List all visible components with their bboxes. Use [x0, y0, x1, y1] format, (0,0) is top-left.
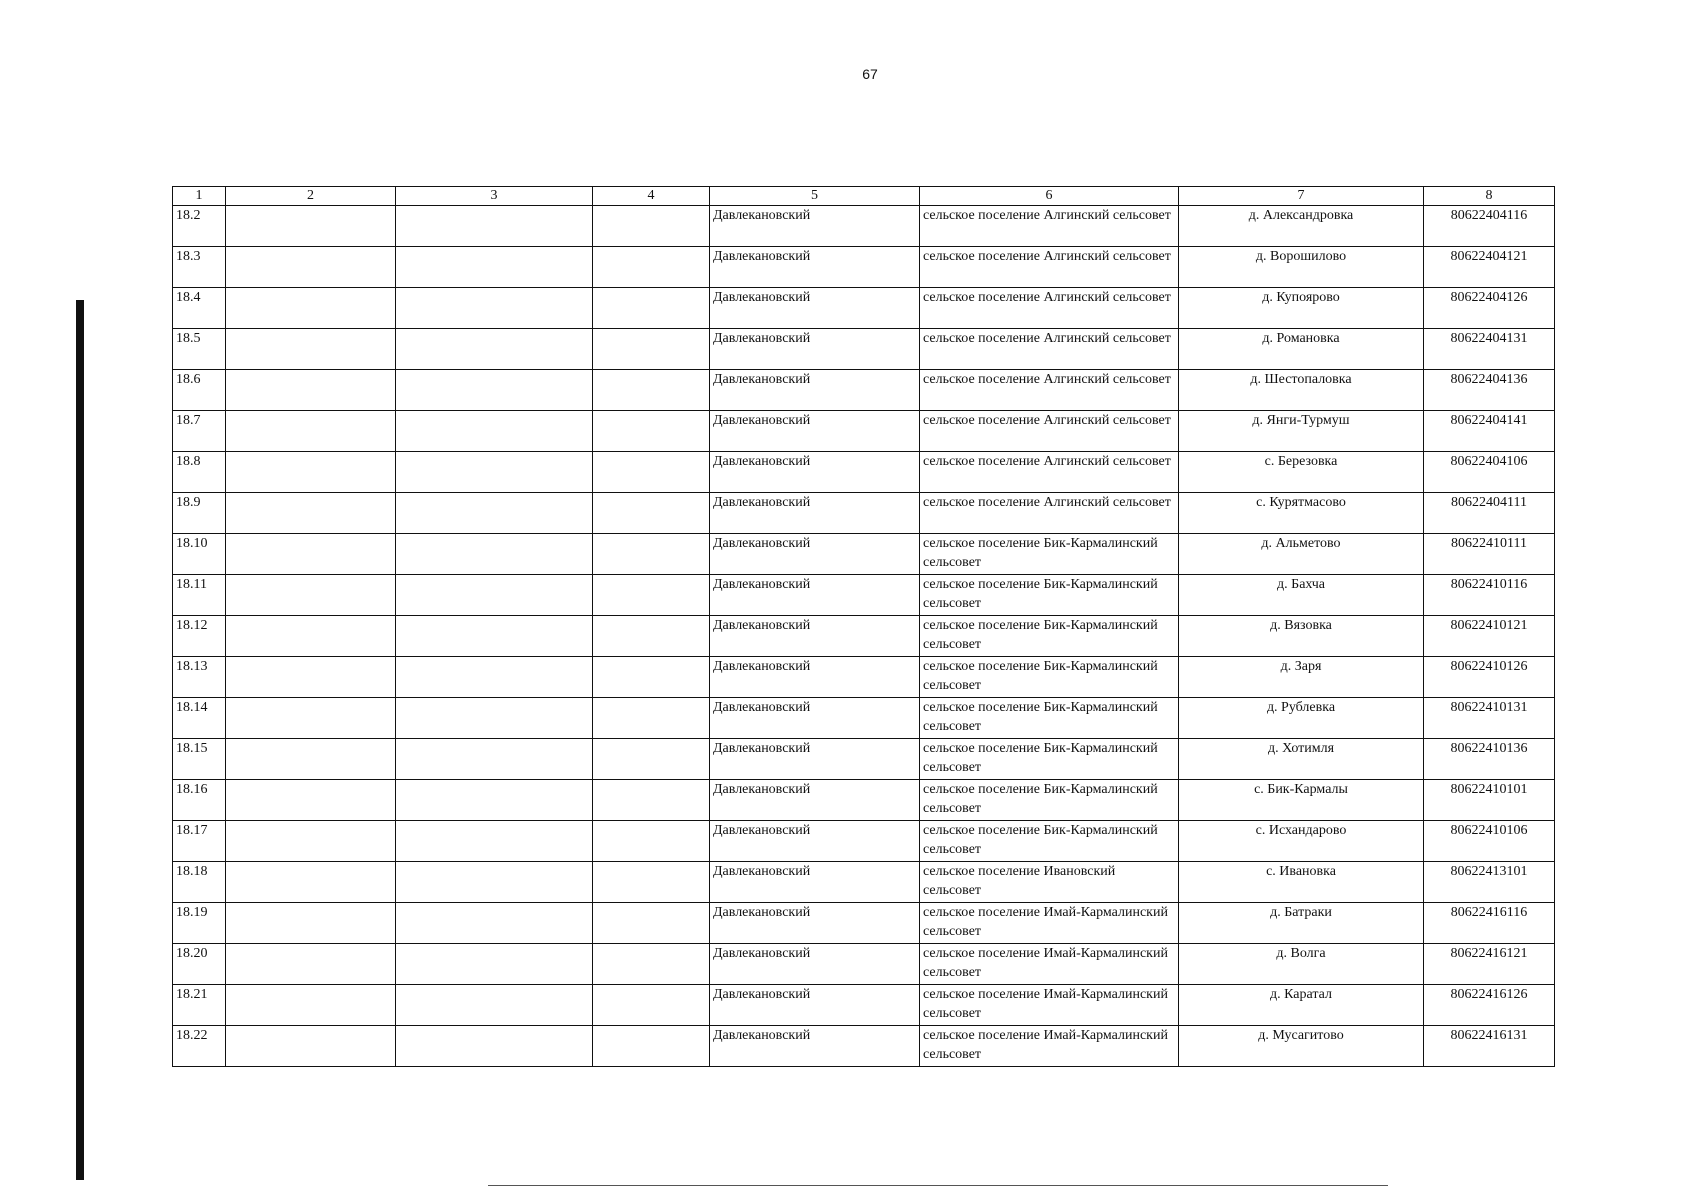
empty-cell — [226, 698, 396, 739]
empty-cell — [396, 575, 593, 616]
settlement-cell: д. Шестопаловка — [1179, 370, 1424, 411]
empty-cell — [593, 903, 710, 944]
empty-cell — [593, 452, 710, 493]
column-header: 3 — [396, 187, 593, 206]
oktmo-code-cell: 80622404116 — [1424, 206, 1555, 247]
row-number-cell: 18.18 — [173, 862, 226, 903]
empty-cell — [396, 411, 593, 452]
empty-cell — [226, 411, 396, 452]
empty-cell — [226, 247, 396, 288]
header-row — [173, 187, 1555, 206]
municipality-cell: сельское поселение Имай-Кармалинский сельсовет — [920, 985, 1179, 1026]
municipality-cell: сельское поселение Алгинский сельсовет — [920, 329, 1179, 370]
row-number-cell: 18.7 — [173, 411, 226, 452]
row-number-cell: 18.10 — [173, 534, 226, 575]
settlement-cell: с. Исхандарово — [1179, 821, 1424, 862]
row-number-cell: 18.22 — [173, 1026, 226, 1067]
district-cell: Давлекановский — [710, 329, 920, 370]
column-header: 7 — [1179, 187, 1424, 206]
row-number-cell: 18.20 — [173, 944, 226, 985]
district-cell: Давлекановский — [710, 206, 920, 247]
settlement-cell: с. Курятмасово — [1179, 493, 1424, 534]
empty-cell — [396, 247, 593, 288]
district-cell: Давлекановский — [710, 657, 920, 698]
district-cell: Давлекановский — [710, 944, 920, 985]
empty-cell — [396, 206, 593, 247]
empty-cell — [396, 370, 593, 411]
settlements-table — [172, 186, 1555, 1067]
municipality-cell: сельское поселение Имай-Кармалинский сельсовет — [920, 1026, 1179, 1067]
empty-cell — [226, 452, 396, 493]
settlement-cell: д. Альметово — [1179, 534, 1424, 575]
empty-cell — [593, 739, 710, 780]
empty-cell — [396, 903, 593, 944]
district-cell: Давлекановский — [710, 411, 920, 452]
empty-cell — [593, 370, 710, 411]
oktmo-code-cell: 80622416121 — [1424, 944, 1555, 985]
empty-cell — [396, 493, 593, 534]
column-header: 4 — [593, 187, 710, 206]
empty-cell — [593, 862, 710, 903]
column-header: 1 — [173, 187, 226, 206]
table-row — [173, 206, 1555, 247]
row-number-cell: 18.8 — [173, 452, 226, 493]
district-cell: Давлекановский — [710, 616, 920, 657]
empty-cell — [226, 288, 396, 329]
settlement-cell: д. Хотимля — [1179, 739, 1424, 780]
table-row — [173, 780, 1555, 821]
empty-cell — [226, 780, 396, 821]
municipality-cell: сельское поселение Бик-Кармалинский сельсовет — [920, 657, 1179, 698]
empty-cell — [226, 657, 396, 698]
settlement-cell: д. Каратал — [1179, 985, 1424, 1026]
empty-cell — [396, 739, 593, 780]
empty-cell — [396, 862, 593, 903]
district-cell: Давлекановский — [710, 821, 920, 862]
settlement-cell: д. Вязовка — [1179, 616, 1424, 657]
column-header: 8 — [1424, 187, 1555, 206]
oktmo-code-cell: 80622404141 — [1424, 411, 1555, 452]
municipality-cell: сельское поселение Бик-Кармалинский сельсовет — [920, 534, 1179, 575]
settlement-cell: д. Янги-Турмуш — [1179, 411, 1424, 452]
row-number-cell: 18.14 — [173, 698, 226, 739]
table-row — [173, 862, 1555, 903]
table-row — [173, 452, 1555, 493]
empty-cell — [593, 288, 710, 329]
empty-cell — [226, 370, 396, 411]
district-cell: Давлекановский — [710, 288, 920, 329]
empty-cell — [593, 821, 710, 862]
table-row — [173, 698, 1555, 739]
oktmo-code-cell: 80622404111 — [1424, 493, 1555, 534]
municipality-cell: сельское поселение Бик-Кармалинский сельсовет — [920, 821, 1179, 862]
empty-cell — [226, 575, 396, 616]
settlement-cell: д. Бахча — [1179, 575, 1424, 616]
oktmo-code-cell: 80622416116 — [1424, 903, 1555, 944]
settlement-cell: д. Рублевка — [1179, 698, 1424, 739]
municipality-cell: сельское поселение Бик-Кармалинский сельсовет — [920, 698, 1179, 739]
municipality-cell: сельское поселение Бик-Кармалинский сельсовет — [920, 739, 1179, 780]
municipality-cell: сельское поселение Алгинский сельсовет — [920, 206, 1179, 247]
row-number-cell: 18.21 — [173, 985, 226, 1026]
empty-cell — [226, 534, 396, 575]
empty-cell — [396, 1026, 593, 1067]
municipality-cell: сельское поселение Алгинский сельсовет — [920, 247, 1179, 288]
district-cell: Давлекановский — [710, 903, 920, 944]
oktmo-code-cell: 80622404106 — [1424, 452, 1555, 493]
municipality-cell: сельское поселение Имай-Кармалинский сельсовет — [920, 903, 1179, 944]
municipality-cell: сельское поселение Бик-Кармалинский сельсовет — [920, 575, 1179, 616]
municipality-cell: сельское поселение Алгинский сельсовет — [920, 493, 1179, 534]
empty-cell — [593, 985, 710, 1026]
table-row — [173, 493, 1555, 534]
oktmo-code-cell: 80622413101 — [1424, 862, 1555, 903]
table-row — [173, 575, 1555, 616]
row-number-cell: 18.11 — [173, 575, 226, 616]
empty-cell — [396, 821, 593, 862]
empty-cell — [593, 657, 710, 698]
empty-cell — [396, 985, 593, 1026]
municipality-cell: сельское поселение Бик-Кармалинский сельсовет — [920, 616, 1179, 657]
empty-cell — [396, 329, 593, 370]
district-cell: Давлекановский — [710, 534, 920, 575]
empty-cell — [396, 534, 593, 575]
oktmo-code-cell: 80622404131 — [1424, 329, 1555, 370]
empty-cell — [593, 944, 710, 985]
oktmo-code-cell: 80622404136 — [1424, 370, 1555, 411]
table-row — [173, 657, 1555, 698]
oktmo-code-cell: 80622416126 — [1424, 985, 1555, 1026]
row-number-cell: 18.2 — [173, 206, 226, 247]
table-row — [173, 534, 1555, 575]
settlement-cell: д. Романовка — [1179, 329, 1424, 370]
empty-cell — [226, 985, 396, 1026]
empty-cell — [396, 288, 593, 329]
row-number-cell: 18.17 — [173, 821, 226, 862]
column-header: 5 — [710, 187, 920, 206]
settlement-cell: д. Батраки — [1179, 903, 1424, 944]
settlement-cell: д. Ворошилово — [1179, 247, 1424, 288]
district-cell: Давлекановский — [710, 1026, 920, 1067]
empty-cell — [396, 657, 593, 698]
empty-cell — [396, 780, 593, 821]
oktmo-code-cell: 80622410136 — [1424, 739, 1555, 780]
oktmo-code-cell: 80622410111 — [1424, 534, 1555, 575]
district-cell: Давлекановский — [710, 780, 920, 821]
empty-cell — [593, 780, 710, 821]
oktmo-code-cell: 80622404126 — [1424, 288, 1555, 329]
column-header: 6 — [920, 187, 1179, 206]
empty-cell — [396, 452, 593, 493]
table-row — [173, 903, 1555, 944]
empty-cell — [593, 698, 710, 739]
oktmo-code-cell: 80622410106 — [1424, 821, 1555, 862]
empty-cell — [593, 493, 710, 534]
row-number-cell: 18.3 — [173, 247, 226, 288]
settlement-cell: с. Бик-Кармалы — [1179, 780, 1424, 821]
empty-cell — [593, 1026, 710, 1067]
table-row — [173, 821, 1555, 862]
settlement-cell: д. Александровка — [1179, 206, 1424, 247]
table-row — [173, 247, 1555, 288]
empty-cell — [226, 616, 396, 657]
table-row — [173, 411, 1555, 452]
oktmo-code-cell: 80622404121 — [1424, 247, 1555, 288]
table-row — [173, 739, 1555, 780]
empty-cell — [226, 329, 396, 370]
municipality-cell: сельское поселение Алгинский сельсовет — [920, 370, 1179, 411]
oktmo-code-cell: 80622410126 — [1424, 657, 1555, 698]
municipality-cell: сельское поселение Алгинский сельсовет — [920, 452, 1179, 493]
row-number-cell: 18.5 — [173, 329, 226, 370]
empty-cell — [593, 329, 710, 370]
district-cell: Давлекановский — [710, 247, 920, 288]
empty-cell — [396, 616, 593, 657]
table-row — [173, 288, 1555, 329]
empty-cell — [226, 206, 396, 247]
district-cell: Давлекановский — [710, 370, 920, 411]
table-row — [173, 370, 1555, 411]
table-row — [173, 616, 1555, 657]
empty-cell — [593, 534, 710, 575]
table-body — [173, 206, 1555, 1067]
municipality-cell: сельское поселение Ивановский сельсовет — [920, 862, 1179, 903]
row-number-cell: 18.19 — [173, 903, 226, 944]
table-row — [173, 944, 1555, 985]
district-cell: Давлекановский — [710, 575, 920, 616]
oktmo-code-cell: 80622410101 — [1424, 780, 1555, 821]
row-number-cell: 18.6 — [173, 370, 226, 411]
settlement-cell: д. Мусагитово — [1179, 1026, 1424, 1067]
district-cell: Давлекановский — [710, 862, 920, 903]
oktmo-code-cell: 80622410121 — [1424, 616, 1555, 657]
settlement-cell: с. Березовка — [1179, 452, 1424, 493]
empty-cell — [226, 739, 396, 780]
settlement-cell: с. Ивановка — [1179, 862, 1424, 903]
empty-cell — [226, 903, 396, 944]
municipality-cell: сельское поселение Имай-Кармалинский сельсовет — [920, 944, 1179, 985]
empty-cell — [593, 575, 710, 616]
scan-edge-bar — [76, 300, 84, 1180]
row-number-cell: 18.16 — [173, 780, 226, 821]
empty-cell — [226, 493, 396, 534]
district-cell: Давлекановский — [710, 739, 920, 780]
oktmo-code-cell: 80622416131 — [1424, 1026, 1555, 1067]
empty-cell — [593, 206, 710, 247]
empty-cell — [593, 616, 710, 657]
district-cell: Давлекановский — [710, 452, 920, 493]
row-number-cell: 18.9 — [173, 493, 226, 534]
row-number-cell: 18.13 — [173, 657, 226, 698]
empty-cell — [226, 1026, 396, 1067]
row-number-cell: 18.15 — [173, 739, 226, 780]
oktmo-code-cell: 80622410116 — [1424, 575, 1555, 616]
settlement-cell: д. Купоярово — [1179, 288, 1424, 329]
empty-cell — [226, 821, 396, 862]
oktmo-code-cell: 80622410131 — [1424, 698, 1555, 739]
municipality-cell: сельское поселение Алгинский сельсовет — [920, 411, 1179, 452]
municipality-cell: сельское поселение Бик-Кармалинский сельсовет — [920, 780, 1179, 821]
settlement-cell: д. Волга — [1179, 944, 1424, 985]
empty-cell — [593, 247, 710, 288]
column-header: 2 — [226, 187, 396, 206]
empty-cell — [396, 698, 593, 739]
row-number-cell: 18.12 — [173, 616, 226, 657]
settlement-cell: д. Заря — [1179, 657, 1424, 698]
page-number: 67 — [862, 66, 878, 82]
table-row — [173, 985, 1555, 1026]
municipality-cell: сельское поселение Алгинский сельсовет — [920, 288, 1179, 329]
empty-cell — [593, 411, 710, 452]
bottom-rule — [488, 1185, 1388, 1186]
district-cell: Давлекановский — [710, 698, 920, 739]
empty-cell — [226, 944, 396, 985]
empty-cell — [396, 944, 593, 985]
table-row — [173, 329, 1555, 370]
district-cell: Давлекановский — [710, 985, 920, 1026]
table-row — [173, 1026, 1555, 1067]
district-cell: Давлекановский — [710, 493, 920, 534]
row-number-cell: 18.4 — [173, 288, 226, 329]
empty-cell — [226, 862, 396, 903]
